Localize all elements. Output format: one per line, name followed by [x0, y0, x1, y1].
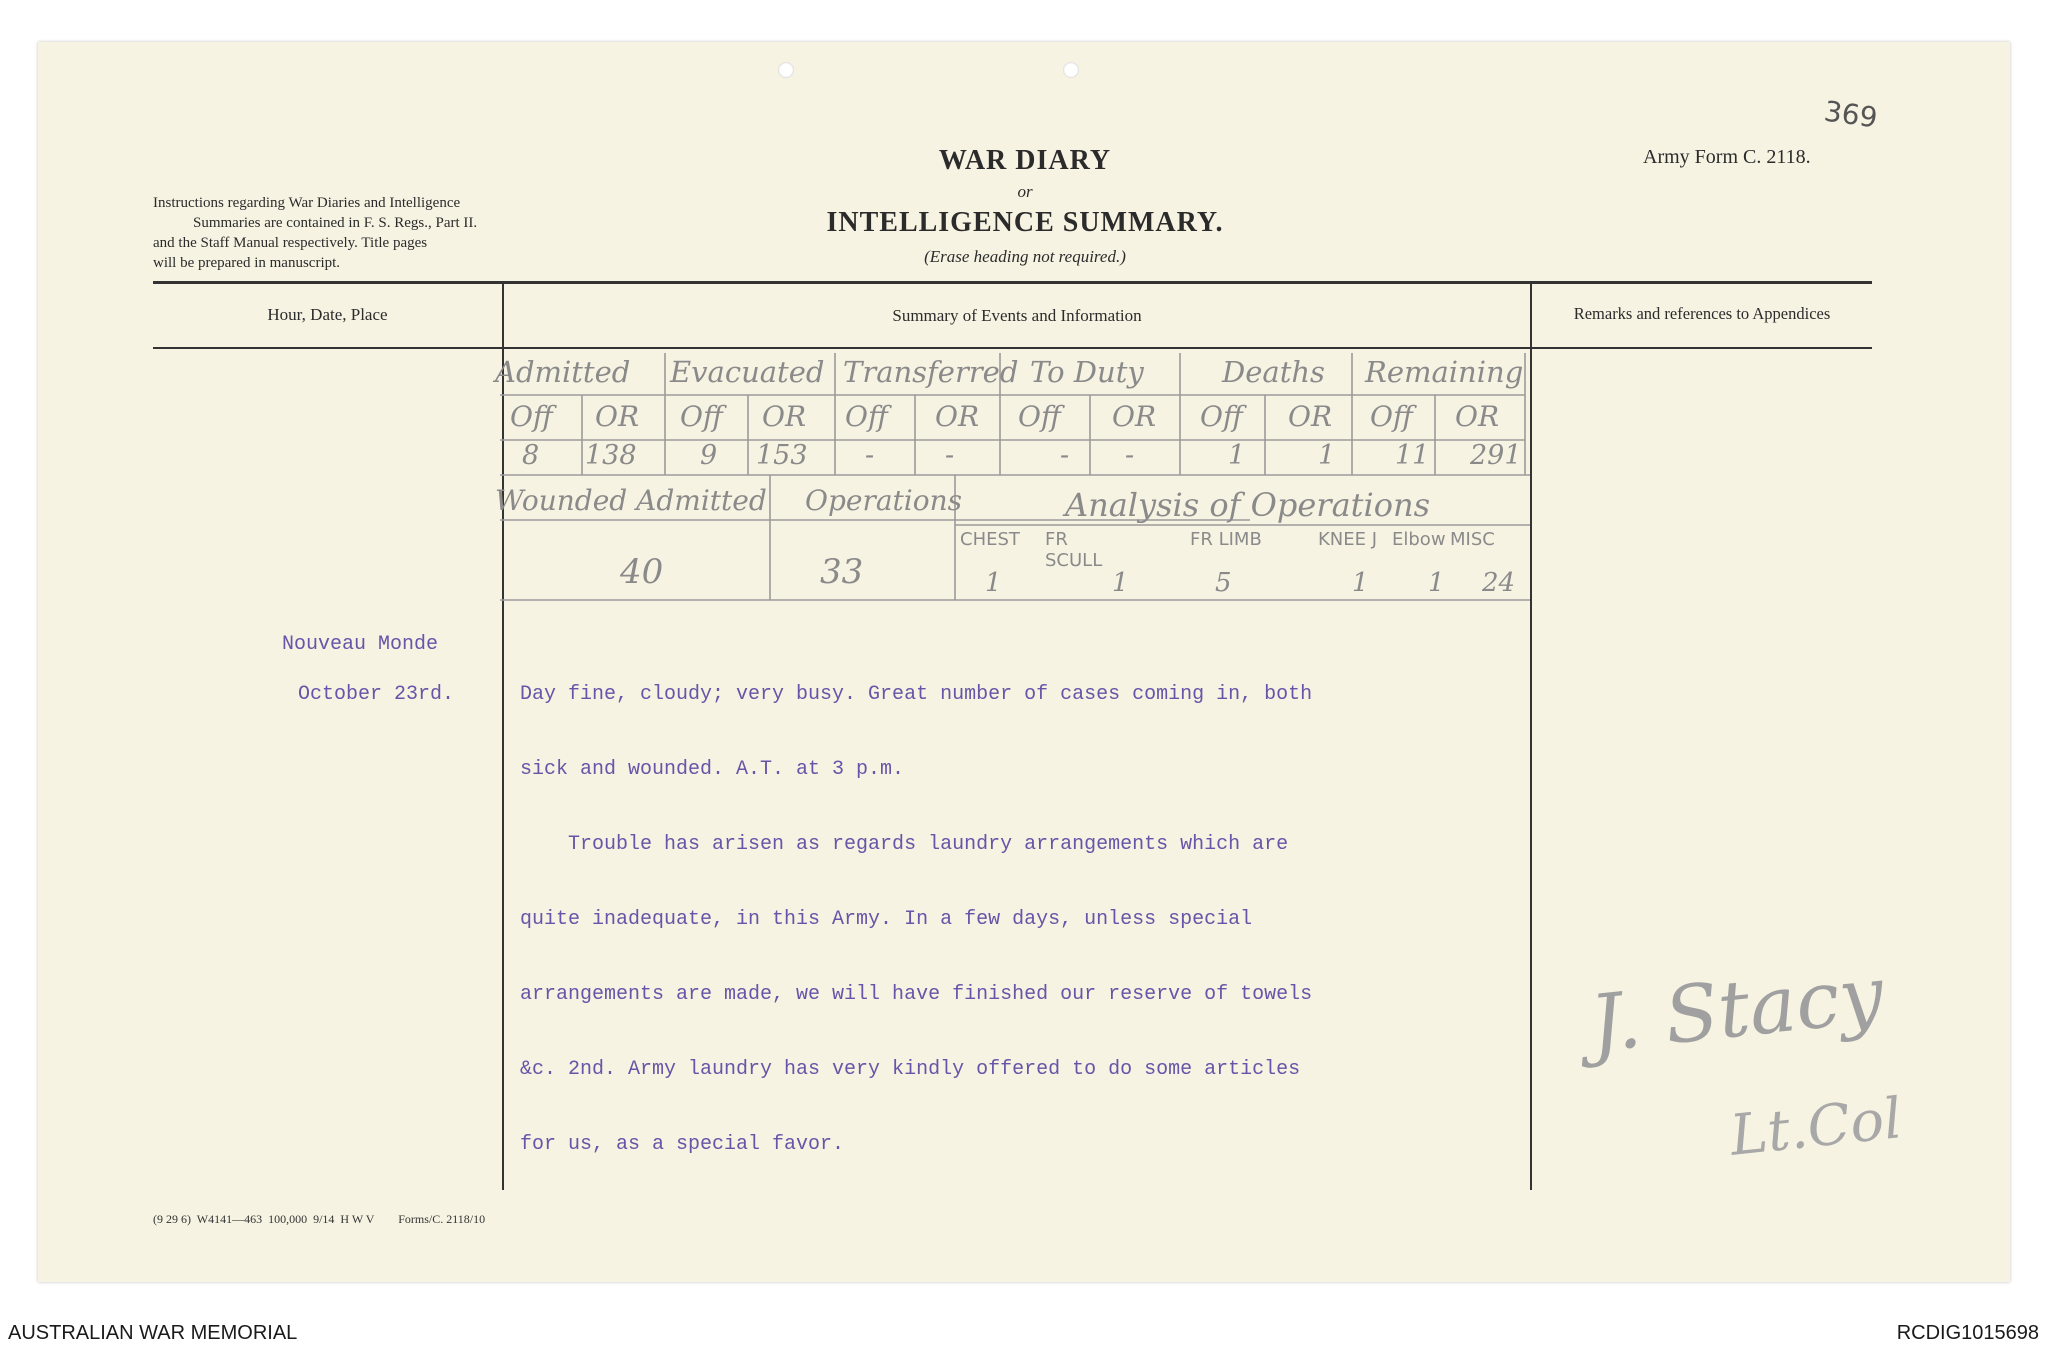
- stats-subhead: OR: [1112, 400, 1157, 433]
- instructions-line: and the Staff Manual respectively. Title pages: [153, 235, 428, 251]
- stats-subhead: Off: [680, 400, 723, 433]
- entry-line: arrangements are made, we will have finished our reserve of towels: [520, 983, 1313, 1006]
- entry-line: for us, as a special favor.: [520, 1133, 845, 1156]
- analysis-value: 1: [1352, 568, 1369, 598]
- stats-subhead: Off: [1200, 400, 1243, 433]
- entry-date: October 23rd.: [298, 683, 455, 706]
- stats-value: 138: [585, 440, 637, 471]
- print-code: (9 29 6) W4141—463 100,000 9/14 H W V Forms/C. 2118/10: [153, 1212, 486, 1226]
- stats-value: 291: [1470, 440, 1522, 471]
- title-war-diary: WAR DIARY: [938, 145, 1112, 176]
- instructions-line: Instructions regarding War Diaries and Intelligence: [153, 195, 461, 211]
- stats-subhead: OR: [1455, 400, 1500, 433]
- analysis-value: 1: [1428, 568, 1445, 598]
- stats-subhead: Off: [845, 400, 888, 433]
- stats-subhead: Off: [1018, 400, 1061, 433]
- analysis-head: FR SCULL: [1045, 529, 1103, 571]
- operations-heading: Operations: [805, 484, 962, 517]
- stats-subhead: Off: [1370, 400, 1413, 433]
- stats-value: 9: [700, 440, 718, 471]
- stats-heading-evacuated: Evacuated: [670, 355, 825, 389]
- signature-name: J. Stacy: [1586, 949, 1888, 1071]
- analysis-head: CHEST: [960, 529, 1020, 550]
- stats-value: -: [865, 440, 875, 471]
- entry-place: Nouveau Monde: [282, 633, 439, 656]
- army-form-number: Army Form C. 2118.: [1643, 146, 1811, 168]
- title-or: or: [1017, 182, 1033, 201]
- column-header-summary: Summary of Events and Information: [892, 306, 1142, 325]
- stats-heading-to-duty: To Duty: [1030, 355, 1144, 389]
- stats-value: 11: [1395, 440, 1430, 471]
- stats-heading-transferred: Transferred: [843, 355, 1019, 389]
- erase-note: (Erase heading not required.): [924, 247, 1126, 266]
- stats-value: 1: [1228, 440, 1246, 471]
- stats-value: 153: [756, 440, 808, 471]
- stats-heading-remaining: Remaining: [1365, 355, 1524, 389]
- analysis-head: FR LIMB: [1190, 529, 1262, 550]
- title-intelligence-summary: INTELLIGENCE SUMMARY.: [826, 207, 1224, 238]
- archive-caption-left: AUSTRALIAN WAR MEMORIAL: [8, 1322, 298, 1344]
- stats-value: -: [1125, 440, 1135, 471]
- instructions-block: [153, 193, 603, 273]
- stats-subhead: OR: [595, 400, 640, 433]
- archive-caption-right: RCDIG1015698: [1896, 1322, 2039, 1344]
- analysis-value: 5: [1215, 568, 1232, 598]
- analysis-value: 24: [1482, 568, 1516, 598]
- operations-value: 33: [820, 552, 864, 592]
- page-number: 369: [1821, 94, 1880, 135]
- punch-hole: [1063, 62, 1079, 78]
- analysis-head: KNEE J: [1318, 529, 1378, 550]
- header-rule-top: [153, 281, 1872, 284]
- stats-subhead: OR: [1288, 400, 1333, 433]
- entry-line: Day fine, cloudy; very busy. Great number of cases coming in, both: [520, 683, 1313, 706]
- entry-line: sick and wounded. A.T. at 3 p.m.: [520, 758, 905, 781]
- entry-line: Trouble has arisen as regards laundry arrangements which are: [520, 833, 1289, 856]
- instructions-line: will be prepared in manuscript.: [153, 255, 341, 271]
- stats-heading-admitted: Admitted: [495, 355, 631, 389]
- signature-rank: Lt.Col: [1727, 1086, 1905, 1169]
- stats-value: -: [945, 440, 955, 471]
- analysis-value: 1: [1112, 568, 1129, 598]
- instructions-line: Summaries are contained in F. S. Regs., Part II.: [193, 215, 478, 231]
- stats-subhead: OR: [935, 400, 980, 433]
- column-header-hour-date-place: Hour, Date, Place: [267, 305, 388, 324]
- wounded-admitted-heading: Wounded Admitted: [495, 484, 767, 517]
- punch-hole: [778, 62, 794, 78]
- column-header-remarks: Remarks and references to Appendices: [1573, 304, 1831, 323]
- analysis-head: MISC: [1450, 529, 1495, 550]
- stats-heading-deaths: Deaths: [1222, 355, 1325, 389]
- entry-text: [520, 632, 1530, 1182]
- analysis-value: 1: [985, 568, 1002, 598]
- stats-subhead: OR: [762, 400, 807, 433]
- stats-value: 1: [1318, 440, 1336, 471]
- entry-line: &c. 2nd. Army laundry has very kindly offered to do some articles: [520, 1058, 1301, 1081]
- wounded-admitted-value: 40: [620, 552, 664, 592]
- entry-line: quite inadequate, in this Army. In a few days, unless special: [520, 908, 1253, 931]
- stats-subhead: Off: [510, 400, 553, 433]
- stats-value: 8: [522, 440, 540, 471]
- analysis-head: Elbow: [1392, 529, 1446, 550]
- analysis-heading: Analysis of Operations: [1065, 486, 1431, 524]
- stats-value: -: [1060, 440, 1070, 471]
